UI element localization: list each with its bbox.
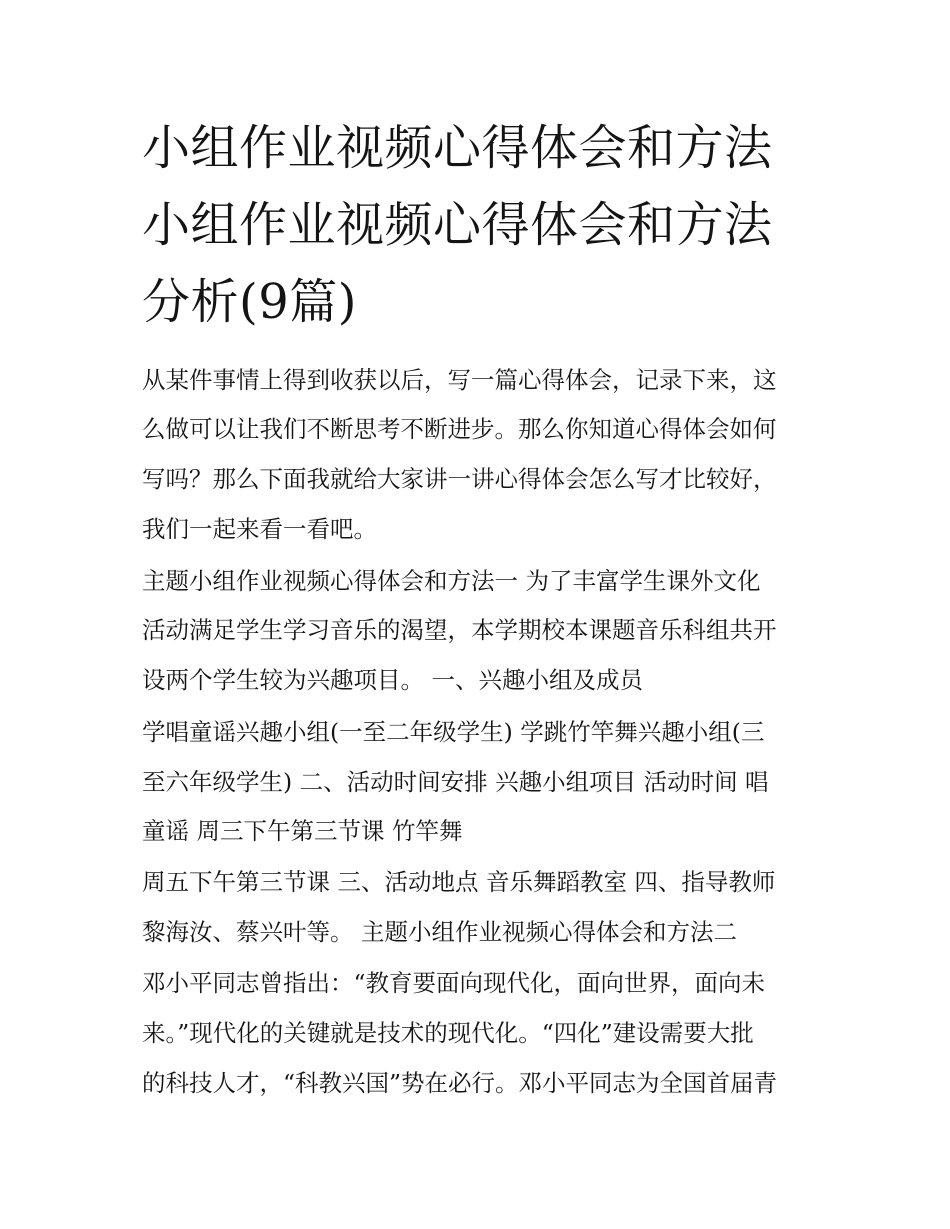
body-line-10: 童谣 周三下午第三节课 竹竿舞 — [142, 817, 463, 845]
body-line-8: 学唱童谣兴趣小组(一至二年级学生) 学跳竹竿舞兴趣小组(三 — [142, 718, 765, 746]
body-line-2: 么做可以让我们不断思考不断进步。那么你知道心得体会如何 — [142, 415, 777, 443]
document-title-line-2: 小组作业视频心得体会和方法 — [142, 197, 773, 253]
body-line-14: 来。”现代化的关键就是技术的现代化。“四化”建设需要大批 — [142, 1019, 754, 1047]
body-line-15: 的科技人才，“科教兴国”势在必行。邓小平同志为全国首届青 — [142, 1069, 778, 1097]
body-line-4: 我们一起来看一看吧。 — [142, 515, 377, 543]
body-line-7: 设两个学生较为兴趣项目。 一、兴趣小组及成员 — [142, 666, 643, 694]
body-line-1: 从某件事情上得到收获以后，写一篇心得体会，记录下来，这 — [142, 366, 777, 394]
body-line-9: 至六年级学生) 二、活动时间安排 兴趣小组项目 活动时间 唱 — [142, 768, 769, 796]
body-line-13: 邓小平同志曾指出：“教育要面向现代化，面向世界，面向未 — [142, 969, 766, 997]
body-line-6: 活动满足学生学习音乐的渴望，本学期校本课题音乐科组共开 — [142, 616, 777, 644]
body-line-3: 写吗？那么下面我就给大家讲一讲心得体会怎么写才比较好， — [142, 465, 777, 493]
body-line-12: 黎海汝、蔡兴叶等。 主题小组作业视频心得体会和方法二 — [142, 918, 737, 946]
body-line-5: 主题小组作业视频心得体会和方法一 为了丰富学生课外文化 — [142, 567, 761, 595]
document-title-line-1: 小组作业视频心得体会和方法 — [142, 120, 773, 176]
document-title-line-3: 分析(9篇) — [142, 274, 357, 330]
body-line-11: 周五下午第三节课 三、活动地点 音乐舞蹈教室 四、指导教师 — [142, 868, 776, 896]
